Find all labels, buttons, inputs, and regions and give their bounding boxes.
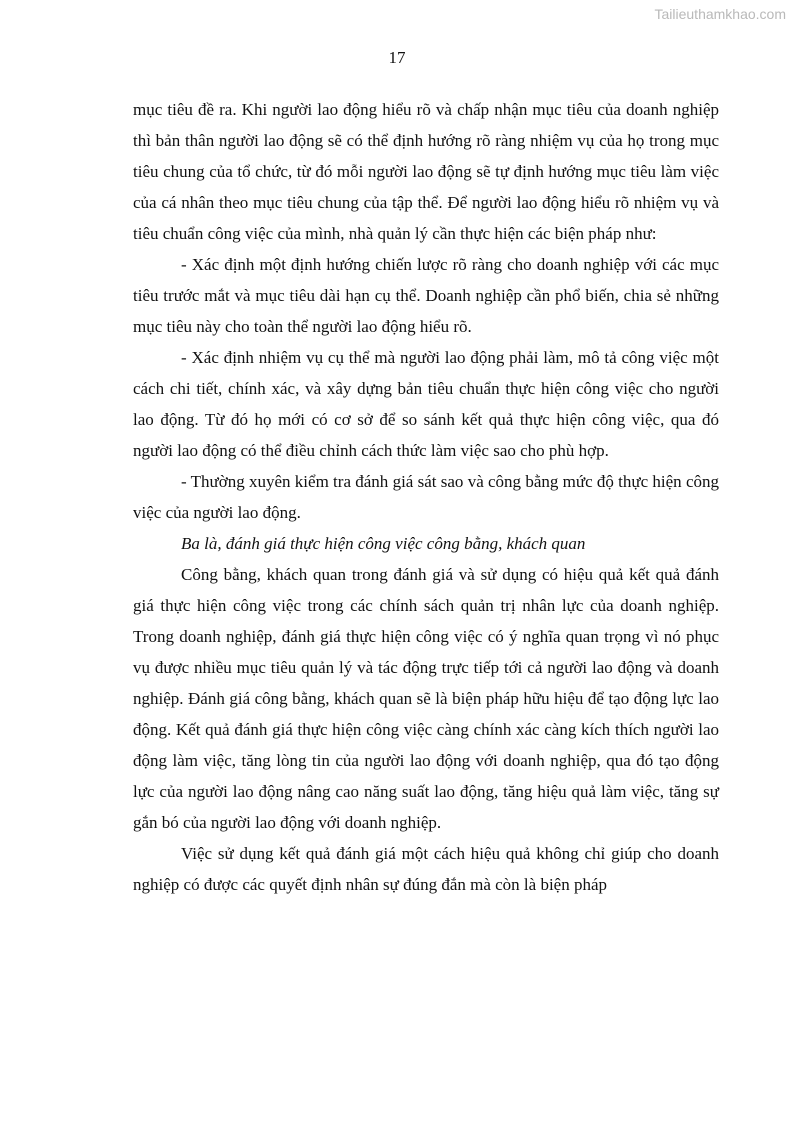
paragraph: Công bằng, khách quan trong đánh giá và sử dụng có hiệu quả kết quả đánh giá thực hiện công việc trong các chính sách quản trị nhân lực của doanh nghiệp. Trong doanh nghiệp, đánh giá thực hiện công việc có ý nghĩa quan trọng vì nó phục vụ được nhiều mục tiêu quản lý và tác động trực tiếp tới cả người lao động và doanh nghiệp. Đánh giá công bằng, khách quan sẽ là biện pháp hữu hiệu để tạo động lực lao động. Kết quả đánh giá thực hiện công việc càng chính xác càng kích thích người lao động làm việc, tăng lòng tin của người lao động với doanh nghiệp, qua đó tạo động lực của người lao động nâng cao năng suất lao động, tăng hiệu quả làm việc, tăng sự gắn bó của người lao động với doanh nghiệp. xyxy=(133,565,719,832)
section-heading: Ba là, đánh giá thực hiện công việc công bằng, khách quan xyxy=(181,534,586,553)
bullet-paragraph: - Xác định một định hướng chiến lược rõ ràng cho doanh nghiệp với các mục tiêu trước mắt và mục tiêu dài hạn cụ thể. Doanh nghiệp cần phổ biến, chia sẻ những mục tiêu này cho toàn thể người lao động hiểu rõ. xyxy=(133,255,719,336)
bullet-paragraph: - Xác định nhiệm vụ cụ thể mà người lao động phải làm, mô tả công việc một cách chi tiết, chính xác, và xây dựng bản tiêu chuẩn thực hiện công việc cho người lao động. Từ đó họ mới có cơ sở để so sánh kết quả thực hiện công việc, qua đó người lao động có thể điều chỉnh cách thức làm việc sao cho phù hợp. xyxy=(133,348,719,460)
paragraph: Việc sử dụng kết quả đánh giá một cách hiệu quả không chỉ giúp cho doanh nghiệp có được các quyết định nhân sự đúng đắn mà còn là biện pháp xyxy=(133,844,719,894)
bullet-paragraph: - Thường xuyên kiểm tra đánh giá sát sao và công bằng mức độ thực hiện công việc của người lao động. xyxy=(133,472,719,522)
page-number: 17 xyxy=(388,48,406,67)
paragraph-continuation: mục tiêu đề ra. Khi người lao động hiểu rõ và chấp nhận mục tiêu của doanh nghiệp thì bản thân người lao động sẽ có thể định hướng rõ ràng nhiệm vụ của họ trong mục tiêu chung của tổ chức, từ đó mỗi người lao động sẽ tự định hướng mục tiêu làm việc của cá nhân theo mục tiêu chung của tập thể. Để người lao động hiểu rõ nhiệm vụ và tiêu chuẩn công việc của mình, nhà quản lý cần thực hiện các biện pháp như: xyxy=(133,100,719,243)
document-body xyxy=(133,94,719,900)
watermark: Tailieuthamkhao.com xyxy=(654,6,786,22)
